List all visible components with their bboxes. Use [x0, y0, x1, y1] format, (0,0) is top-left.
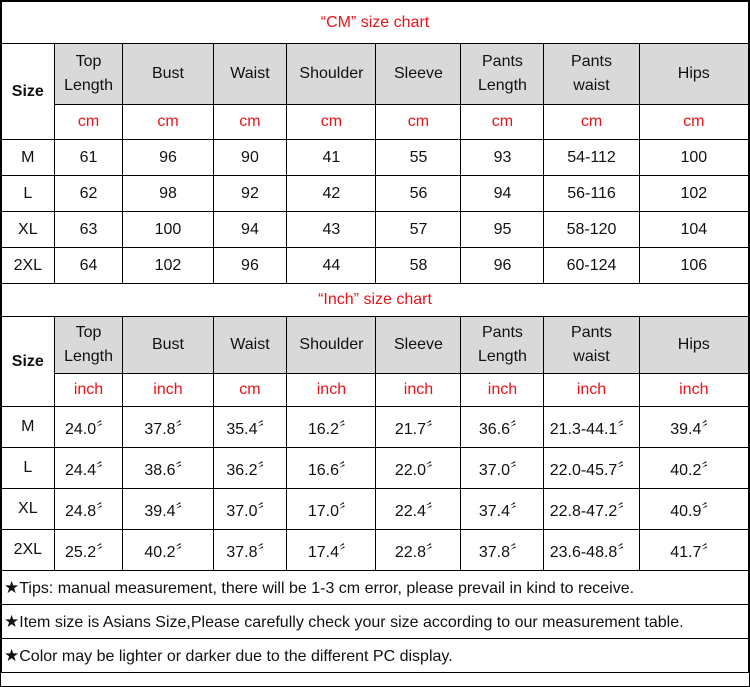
- inch_chart-col-header: Shoulder: [287, 317, 376, 374]
- value-cell: 92: [213, 176, 287, 212]
- cm_chart-unit: cm: [376, 105, 461, 140]
- value-cell: 96: [123, 140, 213, 176]
- size-cell: 2XL: [2, 248, 55, 284]
- value-cell: 90: [213, 140, 287, 176]
- cm_chart-unit: cm: [123, 105, 213, 140]
- value-cell: 37.4〞: [461, 489, 544, 530]
- value-cell: 21.7〞: [376, 407, 461, 448]
- cm_chart-table-row: [2, 212, 749, 248]
- cm_chart-col-header: Sleeve: [376, 44, 461, 105]
- value-cell: 61: [54, 140, 123, 176]
- value-cell: 96: [461, 248, 544, 284]
- cm_chart-unit: cm: [461, 105, 544, 140]
- size-cell: L: [2, 448, 55, 489]
- value-cell: 56: [376, 176, 461, 212]
- note-cell: [2, 639, 749, 673]
- value-cell: 37.0〞: [461, 448, 544, 489]
- note-text: Color may be lighter or darker due to the different PC display.: [19, 647, 453, 665]
- value-cell: 22.0-45.7〞: [544, 448, 639, 489]
- inch_chart-unit: inch: [376, 374, 461, 407]
- cm_chart-col-header: Waist: [213, 44, 287, 105]
- value-cell: 54-112: [544, 140, 639, 176]
- value-cell: 40.2〞: [639, 448, 748, 489]
- size-cell: L: [2, 176, 55, 212]
- cm_chart-col-header: Hips: [639, 44, 748, 105]
- size-cell: XL: [2, 212, 55, 248]
- value-cell: 58: [376, 248, 461, 284]
- cm_chart-header-row: [2, 44, 749, 105]
- size-cell: 2XL: [2, 530, 55, 571]
- inch_chart-unit: inch: [461, 374, 544, 407]
- inch_chart-header-row: [2, 317, 749, 374]
- cm_chart-title: “CM” size chart: [2, 2, 749, 44]
- value-cell: 21.3-44.1〞: [544, 407, 639, 448]
- value-cell: 37.8〞: [213, 530, 287, 571]
- value-cell: 24.8〞: [54, 489, 123, 530]
- note-cell: [2, 571, 749, 605]
- value-cell: 16.6〞: [287, 448, 376, 489]
- size-cell: M: [2, 407, 55, 448]
- value-cell: 35.4〞: [213, 407, 287, 448]
- value-cell: 56-116: [544, 176, 639, 212]
- value-cell: 62: [54, 176, 123, 212]
- size-cell: XL: [2, 489, 55, 530]
- inch_chart-units-row: [2, 374, 749, 407]
- cm_chart-col-header: Pants waist: [544, 44, 639, 105]
- value-cell: 17.0〞: [287, 489, 376, 530]
- note-text: Tips: manual measurement, there will be 1-3 cm error, please prevail in kind to receive.: [19, 579, 635, 597]
- note-row: [2, 605, 749, 639]
- cm_chart-unit: cm: [639, 105, 748, 140]
- cm_chart-table-row: [2, 176, 749, 212]
- value-cell: 24.4〞: [54, 448, 123, 489]
- inch_chart-unit: inch: [287, 374, 376, 407]
- inch_chart-title: “Inch” size chart: [2, 284, 749, 317]
- note-cell: [2, 605, 749, 639]
- value-cell: 37.8〞: [461, 530, 544, 571]
- value-cell: 22.8〞: [376, 530, 461, 571]
- inch_chart-table-row: [2, 489, 749, 530]
- value-cell: 40.2〞: [123, 530, 213, 571]
- inch_chart-unit: inch: [544, 374, 639, 407]
- cm_chart-unit: cm: [213, 105, 287, 140]
- value-cell: 102: [639, 176, 748, 212]
- value-cell: 104: [639, 212, 748, 248]
- value-cell: 23.6-48.8〞: [544, 530, 639, 571]
- inch_chart-table-row: [2, 407, 749, 448]
- cm_chart-col-header: Shoulder: [287, 44, 376, 105]
- value-cell: 39.4〞: [123, 489, 213, 530]
- value-cell: 41.7〞: [639, 530, 748, 571]
- cm_chart-units-row: [2, 105, 749, 140]
- value-cell: 55: [376, 140, 461, 176]
- value-cell: 37.8〞: [123, 407, 213, 448]
- note-row: [2, 639, 749, 673]
- value-cell: 22.4〞: [376, 489, 461, 530]
- inch_chart-table-row: [2, 530, 749, 571]
- value-cell: 57: [376, 212, 461, 248]
- inch_chart-unit: cm: [213, 374, 287, 407]
- cm_chart-col-header: Top Length: [54, 44, 123, 105]
- inch_chart-col-header: Hips: [639, 317, 748, 374]
- value-cell: 106: [639, 248, 748, 284]
- cm_chart-col-header: Pants Length: [461, 44, 544, 105]
- value-cell: 22.8-47.2〞: [544, 489, 639, 530]
- inch_chart-unit: inch: [123, 374, 213, 407]
- cm_chart-unit: cm: [54, 105, 123, 140]
- note-text: Item size is Asians Size,Please carefully check your size according to our measurement table.: [19, 613, 684, 631]
- value-cell: 94: [461, 176, 544, 212]
- value-cell: 37.0〞: [213, 489, 287, 530]
- value-cell: 60-124: [544, 248, 639, 284]
- size-chart-table: [1, 1, 749, 673]
- value-cell: 95: [461, 212, 544, 248]
- value-cell: 41: [287, 140, 376, 176]
- value-cell: 22.0〞: [376, 448, 461, 489]
- cm_chart-table-row: [2, 248, 749, 284]
- inch_chart-table-row: [2, 448, 749, 489]
- value-cell: 100: [123, 212, 213, 248]
- inch_chart-col-header: Pants waist: [544, 317, 639, 374]
- inch_chart-col-header: Waist: [213, 317, 287, 374]
- value-cell: 38.6〞: [123, 448, 213, 489]
- value-cell: 100: [639, 140, 748, 176]
- value-cell: 58-120: [544, 212, 639, 248]
- value-cell: 17.4〞: [287, 530, 376, 571]
- value-cell: 40.9〞: [639, 489, 748, 530]
- star-icon: ★: [4, 611, 20, 631]
- cm_chart-size-header: Size: [2, 44, 55, 140]
- inch_chart-unit: inch: [54, 374, 123, 407]
- value-cell: 94: [213, 212, 287, 248]
- inch_chart-col-header: Bust: [123, 317, 213, 374]
- inch_chart-col-header: Pants Length: [461, 317, 544, 374]
- cm_chart-col-header: Bust: [123, 44, 213, 105]
- value-cell: 44: [287, 248, 376, 284]
- star-icon: ★: [4, 645, 20, 665]
- value-cell: 24.0〞: [54, 407, 123, 448]
- value-cell: 42: [287, 176, 376, 212]
- value-cell: 36.2〞: [213, 448, 287, 489]
- value-cell: 64: [54, 248, 123, 284]
- value-cell: 25.2〞: [54, 530, 123, 571]
- cm_chart-title-row: [2, 2, 749, 44]
- value-cell: 36.6〞: [461, 407, 544, 448]
- value-cell: 43: [287, 212, 376, 248]
- value-cell: 96: [213, 248, 287, 284]
- value-cell: 63: [54, 212, 123, 248]
- value-cell: 93: [461, 140, 544, 176]
- note-row: [2, 571, 749, 605]
- star-icon: ★: [4, 577, 20, 597]
- inch_chart-col-header: Top Length: [54, 317, 123, 374]
- value-cell: 39.4〞: [639, 407, 748, 448]
- cm_chart-table-row: [2, 140, 749, 176]
- size-cell: M: [2, 140, 55, 176]
- inch_chart-col-header: Sleeve: [376, 317, 461, 374]
- value-cell: 102: [123, 248, 213, 284]
- cm_chart-unit: cm: [544, 105, 639, 140]
- inch_chart-size-header: Size: [2, 317, 55, 407]
- inch_chart-title-row: [2, 284, 749, 317]
- value-cell: 16.2〞: [287, 407, 376, 448]
- inch_chart-unit: inch: [639, 374, 748, 407]
- cm_chart-unit: cm: [287, 105, 376, 140]
- value-cell: 98: [123, 176, 213, 212]
